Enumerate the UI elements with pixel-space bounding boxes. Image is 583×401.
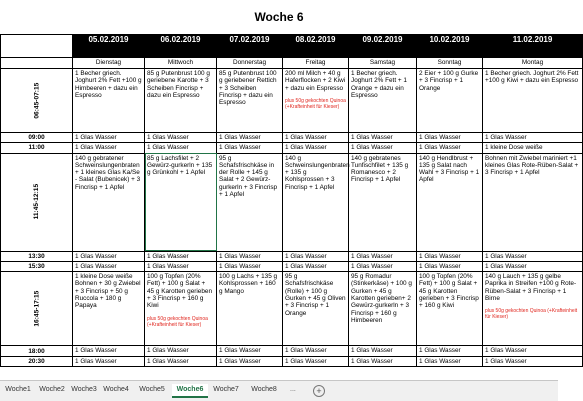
meal-cell[interactable]: [217, 143, 283, 153]
meal-cell[interactable]: [217, 133, 283, 143]
meal-cell[interactable]: [73, 153, 145, 251]
meal-text: 1 Glas Wasser: [219, 252, 261, 260]
meal-cell[interactable]: [217, 357, 283, 367]
meal-cell[interactable]: [283, 153, 349, 251]
meal-text: 1 Glas Wasser: [351, 358, 393, 366]
meal-text: 1 Glas Wasser: [419, 144, 461, 152]
meal-cell[interactable]: [145, 261, 217, 271]
meal-text: 1 Glas Wasser: [75, 252, 117, 260]
meal-text: 140 g gebratener Schweinslungenbraten + 1 kleines Glas Ka/Se - Salat (Bubenicek) + 3 Fincrisp + 1 Apfel: [75, 154, 141, 191]
meal-text: 95 g Romadur (Stinkerkäse) + 100 g Gurken + 45 g Karotten gerieben+ 2 Gewürz-gurkerln + 3 Fincrisp + 160 g Himbeeren: [351, 273, 412, 324]
meal-cell[interactable]: [217, 346, 283, 357]
meal-row: [1, 153, 583, 251]
meal-cell[interactable]: [417, 133, 483, 143]
meal-cell[interactable]: [483, 153, 583, 251]
meal-cell[interactable]: [483, 272, 583, 346]
meal-cell[interactable]: [349, 261, 417, 271]
meal-cell[interactable]: [349, 153, 417, 251]
meal-cell[interactable]: [283, 272, 349, 346]
meal-cell[interactable]: [417, 261, 483, 271]
meal-cell[interactable]: [483, 346, 583, 357]
meal-text: 1 Glas Wasser: [351, 347, 393, 355]
meal-cell[interactable]: [417, 69, 483, 133]
meal-text: 140 g gebratenes Tunfischfilet + 135 g Romanesco + 2 Fincrisp + 1 Apfel: [351, 154, 409, 184]
date-header[interactable]: 08.02.2019: [283, 35, 349, 58]
meal-row: [1, 272, 583, 346]
time-label: 09:00: [28, 134, 45, 141]
meal-text: 1 Glas Wasser: [285, 358, 327, 366]
meal-text: 1 Glas Wasser: [219, 358, 261, 366]
meal-text: 95 g Schafsfrischkäse in der Rolle + 145 g Salat + 2 Gewürz-gurkerln + 3 Fincrisp + 1 Apfel: [219, 154, 278, 199]
meal-cell[interactable]: [145, 153, 217, 251]
meal-text: 1 Glas Wasser: [419, 252, 461, 260]
meal-row: [1, 143, 583, 153]
meal-text: 85 g Putenbrust 100 g geriebene Karotte + 3 Scheiben Fincrisp + dazu ein Espresso: [147, 70, 210, 99]
meal-text: 1 Glas Wasser: [219, 134, 261, 141]
meal-cell[interactable]: [283, 251, 349, 261]
meal-cell[interactable]: [349, 133, 417, 143]
meal-text: 1 Glas Wasser: [75, 144, 117, 152]
meal-text: 140 g Lauch + 135 g gelbe Paprika in Streifen +100 g Rote-Rüben-Salat + 3 Fincrisp + 1 Birne: [485, 273, 577, 303]
meal-row: [1, 261, 583, 271]
meal-text: 1 Becher griech. Joghurt 2% Fett +100 g Himbeeren + dazu ein Espresso: [75, 70, 142, 99]
meal-text: 95 g Schafsfrischkäse (Rolle) + 100 g Gurken + 45 g Oliven + 3 Fincrisp + 1 Orange: [285, 273, 346, 317]
time-cell[interactable]: [1, 143, 73, 153]
weekday-header[interactable]: Mittwoch: [145, 58, 217, 69]
meal-plan-table: [0, 34, 583, 367]
meal-text: 1 Glas Wasser: [485, 262, 527, 270]
time-label: 11:45-12:15: [32, 184, 40, 220]
meal-cell[interactable]: [217, 261, 283, 271]
meal-cell[interactable]: [483, 143, 583, 153]
weekday-header[interactable]: Dienstag: [73, 58, 145, 69]
weekday-header[interactable]: Samstag: [349, 58, 417, 69]
meal-cell[interactable]: [145, 346, 217, 357]
spreadsheet-grid[interactable]: [0, 34, 579, 380]
weekday-header[interactable]: Sonntag: [417, 58, 483, 69]
meal-cell[interactable]: [283, 143, 349, 153]
meal-text: 1 Glas Wasser: [75, 262, 117, 270]
meal-cell[interactable]: [283, 69, 349, 133]
meal-text: 1 Glas Wasser: [285, 347, 327, 355]
meal-cell[interactable]: [283, 261, 349, 271]
meal-cell[interactable]: [73, 272, 145, 346]
meal-text: 1 Glas Wasser: [419, 134, 461, 141]
time-cell[interactable]: [1, 251, 73, 261]
sheet-tab[interactable]: Woche5: [139, 386, 165, 393]
sheet-tab-bar: [0, 380, 558, 401]
time-cell[interactable]: [1, 272, 73, 346]
meal-text: 140 g Hendlbrust + 135 g Salat nach Wahl + 3 Fincrisp + 1 Apfel: [419, 154, 480, 184]
meal-text: 1 kleine Dose weiße Bohnen + 30 g Zwiebel + 3 Fincrisp + 50 g Ruccola + 180 g Papaya: [75, 273, 141, 310]
weekday-header[interactable]: Donnerstag: [217, 58, 283, 69]
meal-text: 140 g Schweinslungenbraten + 135 g Kohlsprossen + 3 Fincrisp + 1 Apfel: [285, 154, 350, 191]
meal-cell[interactable]: [417, 272, 483, 346]
date-header[interactable]: 05.02.2019: [73, 35, 145, 58]
meal-text: 1 Glas Wasser: [147, 252, 189, 260]
meal-cell[interactable]: [217, 251, 283, 261]
meal-cell[interactable]: [73, 357, 145, 367]
meal-text: 1 Glas Wasser: [351, 252, 393, 260]
corner-cell[interactable]: [1, 58, 73, 69]
meal-text: 1 Glas Wasser: [419, 358, 461, 366]
meal-text: 1 Glas Wasser: [485, 252, 527, 260]
time-cell[interactable]: [1, 69, 73, 133]
meal-cell[interactable]: [349, 69, 417, 133]
time-cell[interactable]: [1, 153, 73, 251]
meal-cell[interactable]: [73, 251, 145, 261]
weekday-header[interactable]: Freitag: [283, 58, 349, 69]
sheet-tab[interactable]: Woche8: [251, 386, 277, 393]
time-cell[interactable]: [1, 133, 73, 143]
meal-text: 1 Glas Wasser: [351, 144, 393, 152]
date-header[interactable]: 09.02.2019: [349, 35, 417, 58]
meal-row: [1, 69, 583, 133]
meal-text: 1 Glas Wasser: [351, 134, 393, 141]
date-header[interactable]: 06.02.2019: [145, 35, 217, 58]
time-label: 13:30: [28, 252, 45, 260]
meal-cell[interactable]: [349, 251, 417, 261]
meal-text: 200 ml Milch + 40 g Haferflocken + 2 Kiwi + dazu ein Espresso: [285, 70, 346, 92]
meal-cell[interactable]: [217, 272, 283, 346]
meal-cell[interactable]: [483, 69, 583, 133]
meal-text: 1 Glas Wasser: [485, 347, 527, 355]
meal-cell[interactable]: [483, 357, 583, 367]
meal-cell[interactable]: [417, 251, 483, 261]
sheet-tab[interactable]: Woche2: [39, 386, 65, 393]
meal-cell[interactable]: [145, 272, 217, 346]
sheet-tab[interactable]: Woche3: [71, 386, 97, 393]
meal-cell[interactable]: [73, 143, 145, 153]
note-text: plus 50g gekochten Quinoa (+Krafteinheit für Kieser): [285, 97, 346, 110]
meal-text: 1 Glas Wasser: [285, 144, 327, 152]
meal-cell[interactable]: [217, 153, 283, 251]
date-header-row: [1, 35, 583, 58]
meal-text: 1 Glas Wasser: [219, 262, 261, 270]
time-cell[interactable]: [1, 261, 73, 271]
note-text: plus 50g gekochten Quinoa (+Krafteinheit für Kieser): [485, 308, 578, 321]
meal-cell[interactable]: [145, 357, 217, 367]
time-label: 16:45-17:15: [32, 290, 40, 327]
time-cell[interactable]: [1, 346, 73, 357]
date-header[interactable]: 07.02.2019: [217, 35, 283, 58]
meal-cell[interactable]: [145, 69, 217, 133]
tab-overflow-button[interactable]: ...: [290, 386, 296, 393]
meal-text: 1 Glas Wasser: [285, 134, 327, 141]
meal-text: 1 Glas Wasser: [419, 262, 461, 270]
meal-text: 85 g Lachsfilet + 2 Gewürz-gurkerln + 135 g Grünkohl + 1 Apfel: [147, 154, 213, 177]
meal-text: 100 g Topfen (20% Fett) + 100 g Salat + 45 g Karotten gerieben + 3 Fincrisp + 160 g Kiwi: [419, 273, 479, 310]
meal-cell[interactable]: [483, 251, 583, 261]
meal-cell[interactable]: [349, 272, 417, 346]
meal-text: 1 Glas Wasser: [285, 262, 327, 270]
meal-cell[interactable]: [283, 357, 349, 367]
add-sheet-button[interactable]: +: [313, 385, 325, 397]
note-text: plus 50g gekochten Quinoa (+Krafteinheit für Kieser): [147, 315, 208, 328]
meal-text: 85 g Putenbrust 100 g geriebener Rettich + 3 Scheiben Fincrisp + dazu ein Espresso: [219, 70, 277, 107]
meal-row: [1, 346, 583, 357]
meal-text: 2 Eier + 100 g Gurke + 3 Fincrisp + 1 Orange: [419, 70, 479, 92]
meal-text: 1 Glas Wasser: [419, 347, 461, 355]
time-label: 15:30: [28, 262, 45, 270]
meal-cell[interactable]: [417, 357, 483, 367]
meal-cell[interactable]: [73, 69, 145, 133]
meal-row: [1, 133, 583, 143]
meal-text: 1 Glas Wasser: [147, 144, 189, 152]
sheet-tab[interactable]: Woche7: [213, 386, 239, 393]
time-cell[interactable]: [1, 357, 73, 367]
meal-text: 100 g Topfen (20% Fett) + 100 g Salat + 45 g Karotten gerieben + 3 Fincrisp + 160 g Kiwi: [147, 273, 213, 310]
meal-cell[interactable]: [145, 133, 217, 143]
meal-text: 1 Glas Wasser: [75, 347, 117, 355]
meal-cell[interactable]: [145, 143, 217, 153]
meal-cell[interactable]: [217, 69, 283, 133]
weekday-header-row: [1, 58, 583, 69]
meal-text: 1 Glas Wasser: [147, 347, 189, 355]
meal-cell[interactable]: [145, 251, 217, 261]
weekday-header[interactable]: Montag: [483, 58, 583, 69]
meal-row: [1, 251, 583, 261]
meal-cell[interactable]: [283, 346, 349, 357]
meal-text: 1 Glas Wasser: [75, 134, 117, 141]
meal-text: 1 Glas Wasser: [147, 134, 189, 141]
meal-cell[interactable]: [349, 143, 417, 153]
meal-text: 1 Glas Wasser: [147, 262, 189, 270]
meal-cell[interactable]: [417, 143, 483, 153]
meal-text: 1 Glas Wasser: [219, 144, 261, 152]
sheet-title: Woche 6: [254, 10, 304, 24]
meal-text: 1 kleine Dose weiße: [485, 144, 543, 152]
sheet-tab[interactable]: Woche4: [103, 386, 129, 393]
meal-text: 1 Glas Wasser: [351, 262, 393, 270]
sheet-tab[interactable]: Woche1: [5, 386, 31, 393]
meal-cell[interactable]: [283, 133, 349, 143]
time-label: 20:30: [28, 358, 45, 366]
meal-text: 1 Glas Wasser: [285, 252, 327, 260]
corner-cell[interactable]: [1, 35, 73, 58]
sheet-tab[interactable]: Woche6: [172, 384, 208, 398]
time-label: 11:00: [28, 144, 45, 152]
meal-cell[interactable]: [73, 133, 145, 143]
meal-text: 100 g Lachs + 135 g Kohlsprossen + 160 g Mango: [219, 273, 278, 295]
meal-cell[interactable]: [483, 133, 583, 143]
meal-text: 1 Glas Wasser: [219, 347, 261, 355]
time-label: 18:00: [28, 347, 45, 355]
meal-text: Bohnen mit Zwiebel mariniert +1 kleines Glas Rote-Rüben-Salat + 3 Fincrisp + 1 Apfel: [485, 154, 579, 177]
time-label: 06:45-07:15: [32, 82, 40, 119]
meal-text: 1 Glas Wasser: [485, 358, 527, 366]
meal-cell[interactable]: [349, 346, 417, 357]
date-header[interactable]: 11.02.2019: [483, 35, 583, 58]
meal-text: 1 Glas Wasser: [75, 358, 117, 366]
meal-text: 1 Glas Wasser: [485, 134, 527, 141]
meal-cell[interactable]: [483, 261, 583, 271]
date-header[interactable]: 10.02.2019: [417, 35, 483, 58]
meal-text: 1 Glas Wasser: [147, 358, 189, 366]
meal-row: [1, 357, 583, 367]
meal-text: 1 Becher griech. Joghurt 2% Fett +100 g Kiwi + dazu ein Espresso: [485, 70, 579, 85]
meal-cell[interactable]: [349, 357, 417, 367]
meal-cell[interactable]: [73, 261, 145, 271]
meal-cell[interactable]: [417, 346, 483, 357]
meal-cell[interactable]: [73, 346, 145, 357]
meal-text: 1 Becher griech. Joghurt 2% Fett + 1 Orange + dazu ein Espresso: [351, 70, 407, 99]
meal-cell[interactable]: [417, 153, 483, 251]
